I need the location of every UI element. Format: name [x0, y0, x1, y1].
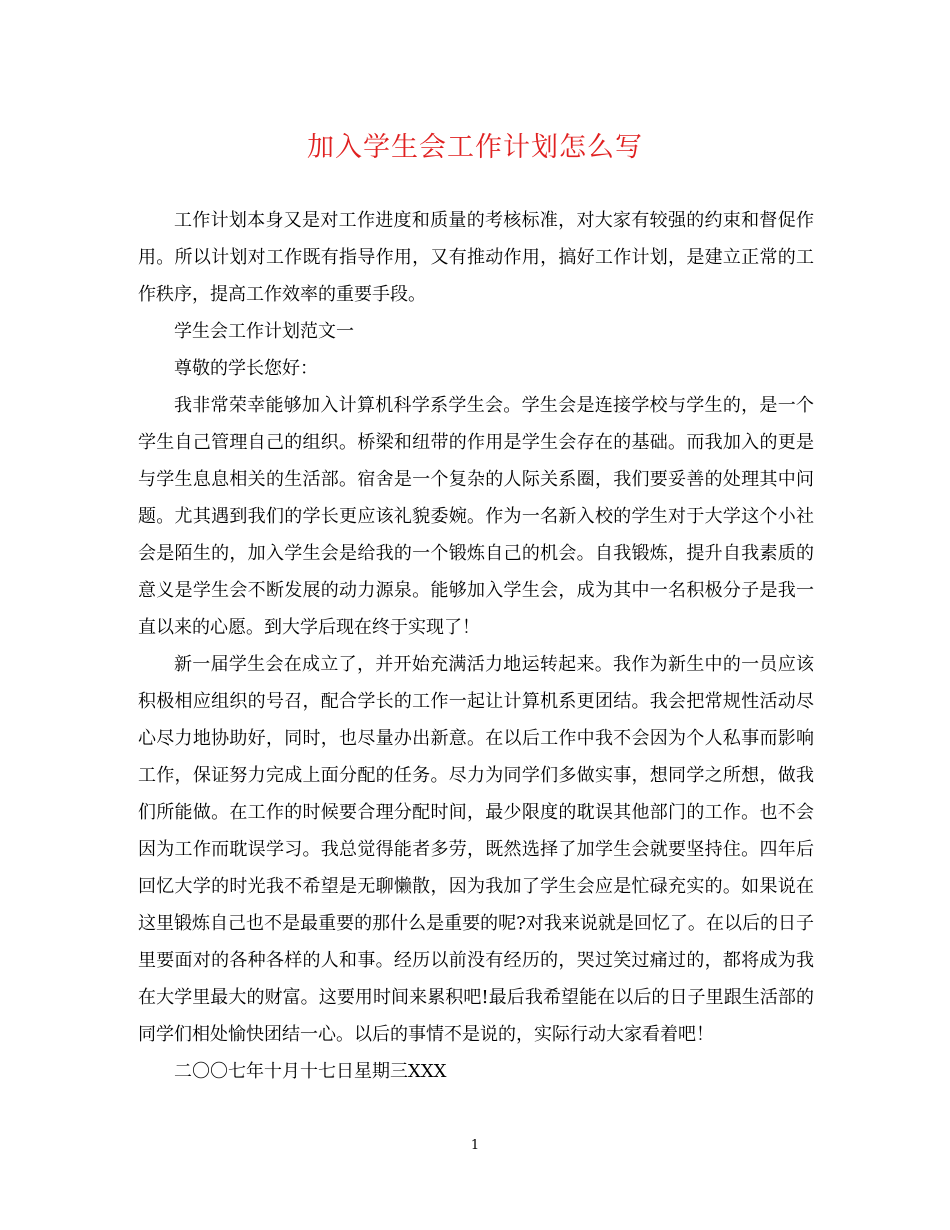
paragraph-sample-heading: 学生会工作计划范文一: [174, 321, 354, 342]
paragraph-salutation: 尊敬的学长您好：: [174, 358, 318, 379]
document-body: [138, 202, 814, 1090]
paragraph-intro: 工作计划本身又是对工作进度和质量的考核标准，对大家有较强的约束和督促作用。所以计划对工作既有指导作用，又有推动作用，搞好工作计划，是建立正常的工作秩序，提高工作效率的重要手段。: [138, 210, 814, 305]
paragraph-body-2: 新一届学生会在成立了，并开始充满活力地运转起来。我作为新生中的一员应该积极相应组织的号召，配合学长的工作一起让计算机系更团结。我会把常规性活动尽心尽力地协助好，同时，也尽量办出新意。在以后工作中我不会因为个人私事而影响工作，保证努力完成上面分配的任务。尽力为同学们多做实事，想同学之所想，做我们所能做。在工作的时候要合理分配时间，最少限度的耽误其他部门的工作。也不会因为工作而耽误学习。我总觉得能者多劳，既然选择了加学生会就要坚持住。四年后回忆大学的时光我不希望是无聊懒散，因为我加了学生会应是忙碌充实的。如果说在这里锻炼自己也不是最重要的那什么是重要的呢?对我来说就是回忆了。在以后的日子里要面对的各种各样的人和事。经历以前没有经历的，哭过笑过痛过的，都将成为我在大学里最大的财富。这要用时间来累积吧!最后我希望能在以后的日子里跟生活部的同学们相处愉快团结一心。以后的事情不是说的，实际行动大家看着吧！: [138, 654, 814, 1045]
document-title: 加入学生会工作计划怎么写: [307, 132, 643, 163]
paragraph-date-signature: 二〇〇七年十月十七日星期三XXX: [174, 1061, 447, 1082]
paragraph-body-1: 我非常荣幸能够加入计算机科学系学生会。学生会是连接学校与学生的，是一个学生自己管理自己的组织。桥梁和纽带的作用是学生会存在的基础。而我加入的更是与学生息息相关的生活部。宿舍是一个复杂的人际关系圈，我们要妥善的处理其中问题。尤其遇到我们的学长更应该礼貌委婉。作为一名新入校的学生对于大学这个小社会是陌生的，加入学生会是给我的一个锻炼自己的机会。自我锻炼，提升自我素质的意义是学生会不断发展的动力源泉。能够加入学生会，成为其中一名积极分子是我一直以来的心愿。到大学后现在终于实现了！: [138, 395, 814, 638]
page-number: 1: [470, 1138, 480, 1153]
